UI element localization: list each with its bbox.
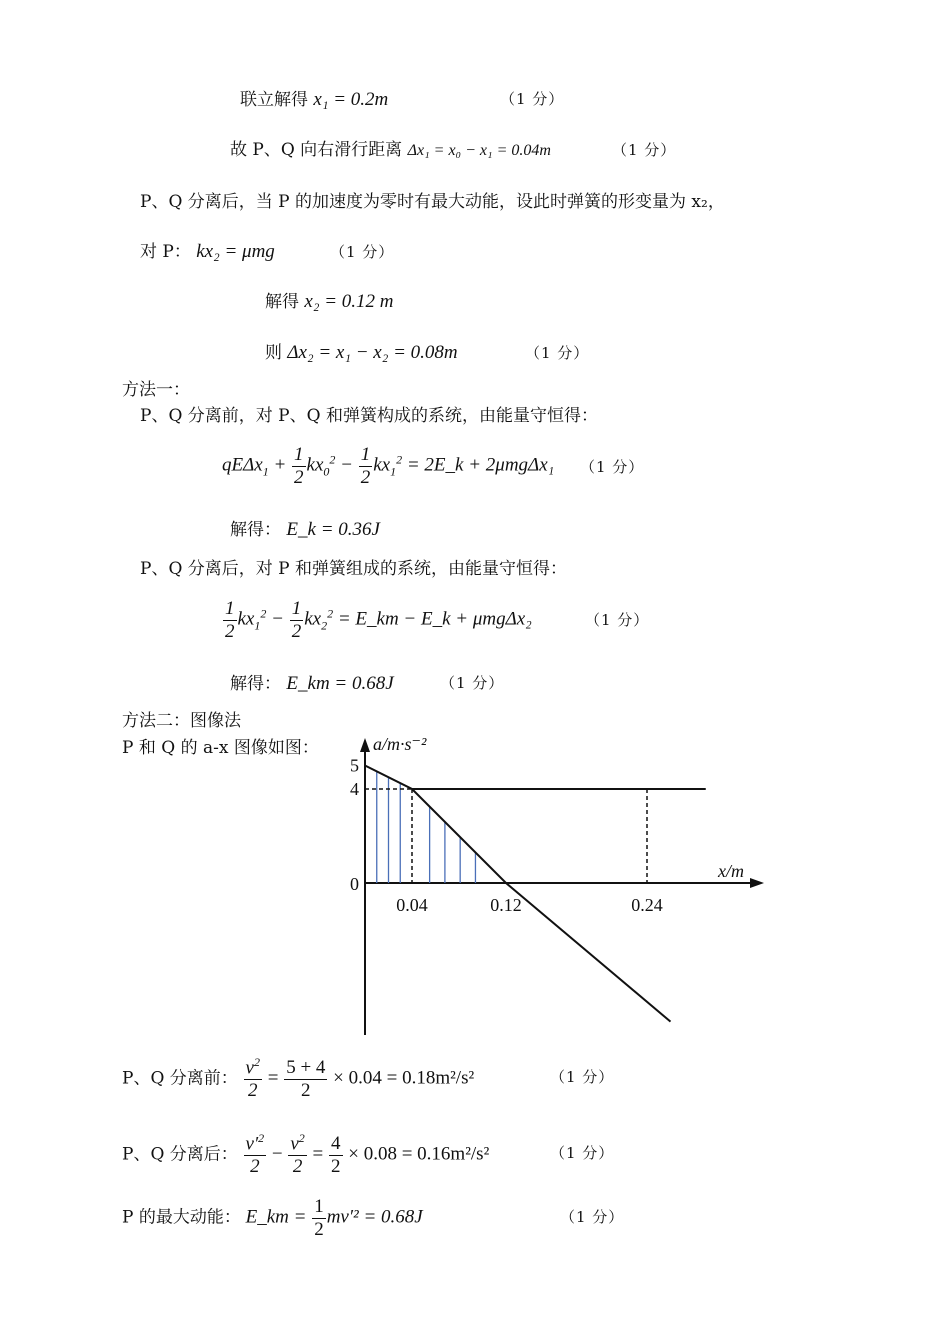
formula-max-kinetic-energy-label: P 的最大动能： — [122, 1207, 241, 1228]
x-axis-arrow — [750, 878, 764, 888]
line-delta-x2 — [265, 343, 458, 362]
line-force-balance — [140, 242, 275, 261]
line-separation-condition: P、Q 分离后，当 P 的加速度为零时有最大动能，设此时弹簧的形变量为 x₂， — [140, 192, 725, 212]
formula-before-separation-label: P、Q 分离前： — [122, 1068, 238, 1089]
formula-max-kinetic-energy — [122, 1196, 423, 1241]
formula-after-separation-label: P、Q 分离后： — [122, 1144, 238, 1165]
energy-equation-2-tail: = E_km − E_k + μmgΔx₂ — [337, 608, 532, 630]
solution-ek — [230, 520, 380, 539]
method2-title: 方法二：图像法 — [122, 711, 241, 731]
line-delta-x2-eq: Δx₂ = x₁ − x₂ = 0.08m — [287, 342, 458, 363]
line-solve-x2 — [265, 292, 394, 311]
formula-after-separation: P、Q 分离后： $\frac{v'^2}{2}$ − $\frac{v^2}{2}$ = $\frac{4}{2}$ × 0.08 = 0.16m²/s² — [122, 1131, 490, 1178]
a-x-chart — [330, 730, 770, 1050]
score-8: （1 分） — [550, 1068, 615, 1086]
line-solve-x1-eq: x₁ = 0.2m — [313, 89, 389, 110]
line-delta-x2-text: 则 — [265, 343, 282, 363]
fraction-v2-over-2: $\frac{v^2}{2}$ — [245, 1055, 260, 1102]
solution-ek-text: 解得： — [230, 520, 281, 540]
fraction-half: $\frac{1}{2}$ — [314, 1196, 324, 1240]
fraction-5plus4-over-2: $\frac{5 + 4}{2}$ — [286, 1056, 326, 1101]
formula-max-kinetic-energy-tail: mv′² = 0.68J — [326, 1206, 423, 1228]
energy-equation-1-tail: = 2E_k + 2μmgΔx₁ — [406, 454, 555, 476]
y-axis-arrow — [360, 738, 370, 752]
fraction-4-over-2: $\frac{4}{2}$ — [331, 1132, 341, 1177]
score-1: （1 分） — [500, 90, 565, 108]
fraction-v2-over-2: $\frac{v^2}{2}$ — [290, 1131, 305, 1178]
formula-before-separation: P、Q 分离前： $\frac{v^2}{2}$ = $\frac{5 + 4}{2}$ × 0.04 = 0.18m²/s² — [122, 1055, 475, 1102]
method2-intro: P 和 Q 的 a-x 图像如图： — [122, 738, 319, 758]
score-2: （1 分） — [612, 141, 677, 159]
solution-ekm-text: 解得： — [230, 674, 281, 694]
x-tick-label: 0.24 — [631, 895, 663, 915]
line-solve-x2-text: 解得 — [265, 292, 299, 312]
score-6: （1 分） — [585, 611, 650, 629]
method1-title: 方法一： — [122, 380, 190, 400]
energy-equation-2: $\frac{1}{2}$ $kx_1^2$ − $\frac{1}{2}$ $kx_2^2$ = E_km − E_k + μmgΔx₂ — [225, 598, 532, 642]
x-tick-label: 0.04 — [396, 895, 428, 915]
x-axis-label: x/m — [718, 861, 744, 881]
score-3: （1 分） — [330, 243, 395, 261]
line-slide-distance — [230, 142, 551, 159]
y-axis-label: a/m·s⁻² — [373, 734, 427, 754]
formula-after-separation-tail: × 0.08 = 0.16m²/s² — [348, 1143, 490, 1165]
formula-max-kinetic-energy-eq: E_km = — [245, 1206, 307, 1228]
y-tick-label: 4 — [350, 779, 359, 799]
score-7: （1 分） — [440, 674, 505, 692]
solution-ekm — [230, 674, 394, 693]
method1-after-separation: P、Q 分离后，对 P 和弹簧组成的系统，由能量守恒得： — [140, 559, 568, 579]
line-solve-x2-eq: x₂ = 0.12 m — [304, 291, 394, 312]
solution-ekm-eq: E_km = 0.68J — [286, 673, 394, 694]
solution-ek-eq: E_k = 0.36J — [286, 519, 380, 540]
line-solve-x1 — [240, 90, 388, 109]
fraction-half: $\frac{1}{2}$ — [294, 444, 304, 488]
energy-equation-1: qEΔx$_1$ + $\frac{1}{2}$ $kx_0^2$ − $\frac{1}{2}$ $kx_1^2$ = 2E_k + 2μmgΔx₁ — [222, 444, 555, 488]
score-10: （1 分） — [560, 1208, 625, 1226]
fraction-half: $\frac{1}{2}$ — [291, 598, 302, 642]
score-4: （1 分） — [525, 344, 590, 362]
y-tick-label: 5 — [350, 755, 359, 776]
score-9: （1 分） — [550, 1144, 615, 1162]
formula-before-separation-tail: × 0.04 = 0.18m²/s² — [333, 1067, 475, 1089]
line-force-balance-text: 对 P： — [140, 242, 191, 262]
series-line-P — [365, 766, 671, 1022]
fraction-vprime2-over-2: $\frac{v'^2}{2}$ — [245, 1131, 265, 1178]
line-force-balance-eq: kx₂ = μmg — [196, 241, 275, 262]
line-slide-distance-text: 故 P、Q 向右滑行距离 — [230, 140, 403, 160]
score-5: （1 分） — [580, 458, 645, 476]
x-tick-label: 0.12 — [490, 895, 522, 915]
line-solve-x1-text: 联立解得 — [240, 90, 308, 110]
method1-intro: P、Q 分离前，对 P、Q 和弹簧构成的系统，由能量守恒得： — [140, 406, 598, 426]
fraction-half: $\frac{1}{2}$ — [225, 598, 235, 642]
origin-label: 0 — [350, 874, 359, 894]
fraction-half: $\frac{1}{2}$ — [360, 444, 371, 488]
line-slide-distance-eq: Δx₁ = x₀ − x₁ = 0.04m — [407, 142, 551, 159]
